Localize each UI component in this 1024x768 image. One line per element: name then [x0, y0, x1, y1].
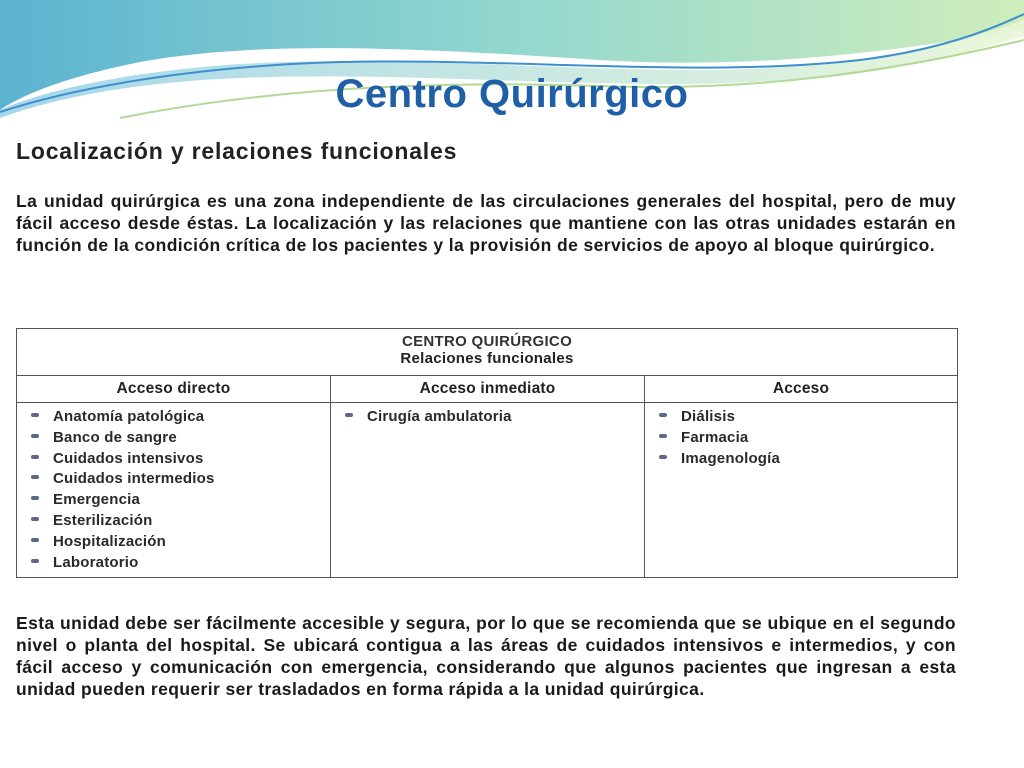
column-cell-acceso	[645, 403, 958, 578]
list-item	[31, 407, 330, 428]
list-item	[31, 511, 330, 532]
list-item-label: Imagenología	[681, 449, 781, 467]
list-item	[31, 428, 330, 449]
column-header-acceso-directo: Acceso directo	[17, 376, 331, 403]
list-item	[31, 532, 330, 553]
bullet-icon	[31, 455, 39, 459]
bullet-icon	[345, 413, 353, 417]
list-item	[31, 553, 330, 574]
column-header-acceso-inmediato: Acceso inmediato	[331, 376, 645, 403]
list-item-label: Banco de sangre	[53, 428, 177, 446]
closing-paragraph: Esta unidad debe ser fácilmente accesible y segura, por lo que se recomienda que se ubique en el segundo nivel o planta del hospital. Se ubicará contigua a las áreas de cuidados intensivos e intermedios, y con fácil acceso y comunicación con emergencia, considerando que algunos pacientes que ingresan a esta unidad pueden requerir ser trasladados en forma rápida a la unidad quirúrgica.	[16, 613, 956, 699]
list-item	[659, 428, 957, 449]
column-cell-acceso-inmediato	[331, 403, 645, 578]
bullet-icon	[31, 434, 39, 438]
list-acceso-inmediato	[331, 407, 644, 428]
list-acceso-directo	[17, 407, 330, 573]
list-item	[31, 490, 330, 511]
list-item-label: Diálisis	[681, 408, 736, 425]
intro-paragraph: La unidad quirúrgica es una zona independiente de las circulaciones generales del hospital, pero de muy fácil acceso desde éstas. La localización y las relaciones que mantiene con las otras unidades estarán en función de la condición crítica de los pacientes y la provisión de servicios de apoyo al bloque quirúrgico.	[16, 191, 956, 255]
list-acceso	[645, 407, 957, 469]
list-item-label: Esterilización	[53, 511, 153, 529]
table-title: CENTRO QUIRÚRGICO	[401, 333, 573, 350]
list-item	[31, 449, 330, 470]
list-item-label: Laboratorio	[53, 553, 139, 571]
bullet-icon	[31, 475, 39, 479]
list-item-label: Emergencia	[53, 491, 141, 509]
list-item-label: Cuidados intermedios	[53, 470, 215, 488]
bullet-icon	[659, 413, 667, 417]
table-subtitle: Relaciones funcionales	[400, 350, 574, 367]
list-item	[31, 469, 330, 490]
list-item-label: Cuidados intensivos	[53, 449, 204, 467]
list-item-label: Farmacia	[681, 428, 749, 446]
list-item-label: Cirugía ambulatoria	[367, 408, 512, 425]
bullet-icon	[659, 434, 667, 438]
list-item	[659, 407, 957, 428]
column-cell-acceso-directo	[17, 403, 331, 578]
table-header-cell	[17, 329, 958, 376]
bullet-icon	[31, 413, 39, 417]
bullet-icon	[31, 559, 39, 563]
relations-table	[16, 328, 958, 578]
list-item-label: Anatomía patológica	[53, 408, 205, 425]
list-item	[345, 407, 644, 428]
bullet-icon	[31, 517, 39, 521]
slide-title: Centro Quirúrgico	[335, 72, 689, 116]
list-item	[659, 449, 957, 470]
section-heading: Localización y relaciones funcionales	[16, 138, 458, 164]
column-header-acceso: Acceso	[645, 376, 958, 403]
bullet-icon	[659, 455, 667, 459]
list-item-label: Hospitalización	[53, 532, 167, 550]
bullet-icon	[31, 538, 39, 542]
bullet-icon	[31, 496, 39, 500]
